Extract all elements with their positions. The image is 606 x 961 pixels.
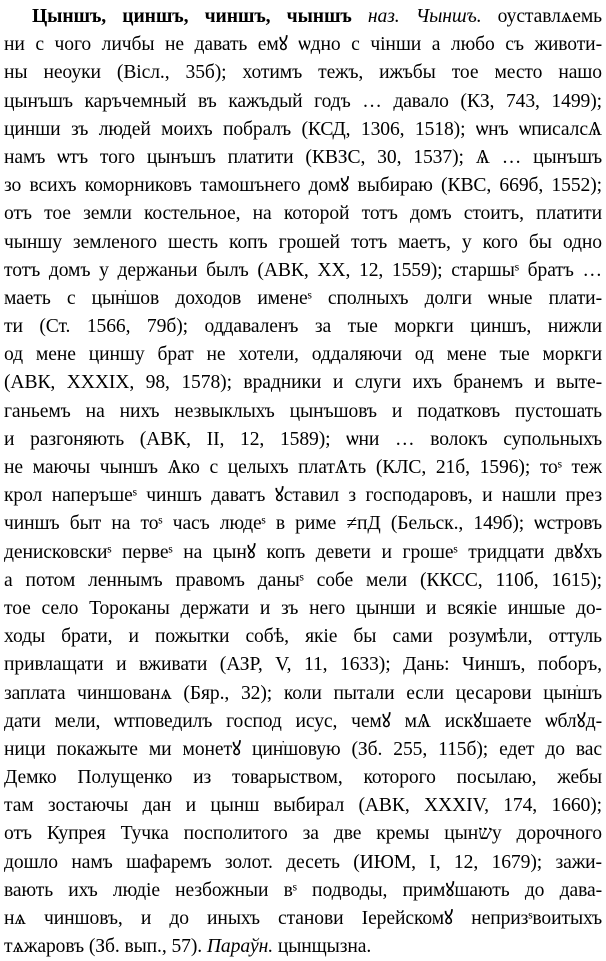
entry-line: од мене циншу брат не хотели, оддаляючи од мене тые моркги xyxy=(4,344,602,366)
entry-line: заплата чиншованѧ (Бяр., 32); коли пытали если цесарови цынׂшъ xyxy=(4,682,602,704)
entry-line: Демко Полущенко из товарыством, которого посылаю, жебы xyxy=(4,767,602,789)
entry-line: зо всихъ коморниковъ тамошънего домꙋ выбираю (КВС, 669б, 1552); xyxy=(4,175,602,197)
entry-line: ходы брати, и пожытки собѣ, якіе бы сами розумѣли, оттуль xyxy=(4,626,602,648)
entry-line: ници покажыте ми монетꙋ цинׂшовую (Зб. 255, 115б); едет до вас xyxy=(4,738,602,760)
entry-line: ти (Ст. 1566, 79б); оддаваленъ за тые моркги циншъ, нижли xyxy=(4,316,602,338)
entry-line: цинши зъ людей моихъ побралъ (КСД, 1306, 1518); ѡнъ ѡписалсѦ xyxy=(4,118,602,140)
entry-line: отъ тое земли костельное, на которой тотъ домъ стоитъ, платити xyxy=(4,203,602,225)
entry-line: маеть с цынׂшов доходов именеˢ сполныхъ долги ѡные плати- xyxy=(4,287,602,309)
headword: Цыншъ, циншъ, чиншъ, чыншъ xyxy=(32,6,352,27)
entry-line: тое село Тороканы держати и зъ него цынши и всякіе иншые до- xyxy=(4,597,602,619)
entry-line: чиншъ быт на тоˢ часъ людеˢ в риме ≠пД (Бельск., 149б); ѡстровъ xyxy=(4,513,602,535)
entry-line: чыншу земленого шесть копъ грошей тотъ маетъ, у кого бы одно xyxy=(4,231,602,253)
last-line-text: тѧжаровъ (Зб. вып., 57). xyxy=(4,936,207,958)
entry-line: нѧ чиншовъ, и до иныхъ станови Іерейскомꙋ непризˢвоитыхъ xyxy=(4,908,602,929)
entry-line: там зостаючы дан и цынш выбирал (АВК, XXXIV, 174, 1660); xyxy=(4,795,602,817)
entry-line: цынъшъ каръчемный въ кажъдый годъ … давало (КЗ, 743, 1499); xyxy=(4,90,602,112)
grammar-note: наз. Чыншъ. xyxy=(367,6,482,27)
entry-line: намъ ѡтъ того цынъшъ платити (КВЗС, 30, 1537); Ѧ … цынъшъ xyxy=(4,146,602,168)
compare-word: цынщызна. xyxy=(273,936,372,958)
entry-line: отъ Купрея Тучка посполитого за две кремы цынשу дорочного xyxy=(4,823,602,845)
entry-line: и разгоняють (АВК, II, 12, 1589); ѡни … волокъ супольныхъ xyxy=(4,428,602,450)
entry-line-last xyxy=(4,933,602,961)
entry-line: вають ихъ людіе незбожныи вˢ подводы, примꙋшають до дава- xyxy=(4,879,602,901)
entry-line: ни с чого личбы не давать емꙋ ѡдно с чінши а любо съ животи- xyxy=(4,34,602,56)
dictionary-entry xyxy=(4,3,602,961)
entry-text-start: оуставлѧемь xyxy=(481,6,602,27)
compare-label: Параўн. xyxy=(206,936,274,958)
entry-line: крол наперъшеˢ чиншъ даватъ ꙋставил з господаровъ, и нашли през xyxy=(4,485,602,507)
entry-line: тотъ домъ у держаньи былъ (АВК, ХХ, 12, 1559); старшыˢ братъ … xyxy=(4,259,602,281)
entry-line: не маючы чыншъ Ѧко с целыхъ платѦть (КЛС, 21б, 1596); тоˢ теж xyxy=(4,457,602,478)
entry-line: а потом леннымъ правомъ даныˢ собе мели (ККСС, 110б, 1615); xyxy=(4,569,602,591)
entry-line: ганьемъ на нихъ незвыклыхъ цынъшовъ и податковъ пустошать xyxy=(4,400,602,422)
entry-line: ны неоуки (Віcл., 35б); хотимъ тежъ, ижъбы тое место нашо xyxy=(4,62,602,84)
entry-line: дати мели, ѡтповедилъ господ исус, чемꙋ мѦ искꙋшаете ѡблꙋд- xyxy=(4,710,602,732)
entry-line: (АВК, XXXIX, 98, 1578); врадники и слуги ихъ бранемъ и выте- xyxy=(4,372,602,394)
entry-line: денисковскиˢ первеˢ на цынꙋ копъ девети и грошеˢ тридцати двꙋхъ xyxy=(4,541,602,563)
entry-line: привлащати и вживати (АЗР, V, 11, 1633); Дань: Чиншъ, поборъ, xyxy=(4,654,602,676)
document-page xyxy=(4,3,602,961)
entry-line: дошло намъ шафаремъ золот. десеть (ИЮМ, I, 12, 1679); зажи- xyxy=(4,851,602,873)
entry-line-1 xyxy=(4,3,602,31)
